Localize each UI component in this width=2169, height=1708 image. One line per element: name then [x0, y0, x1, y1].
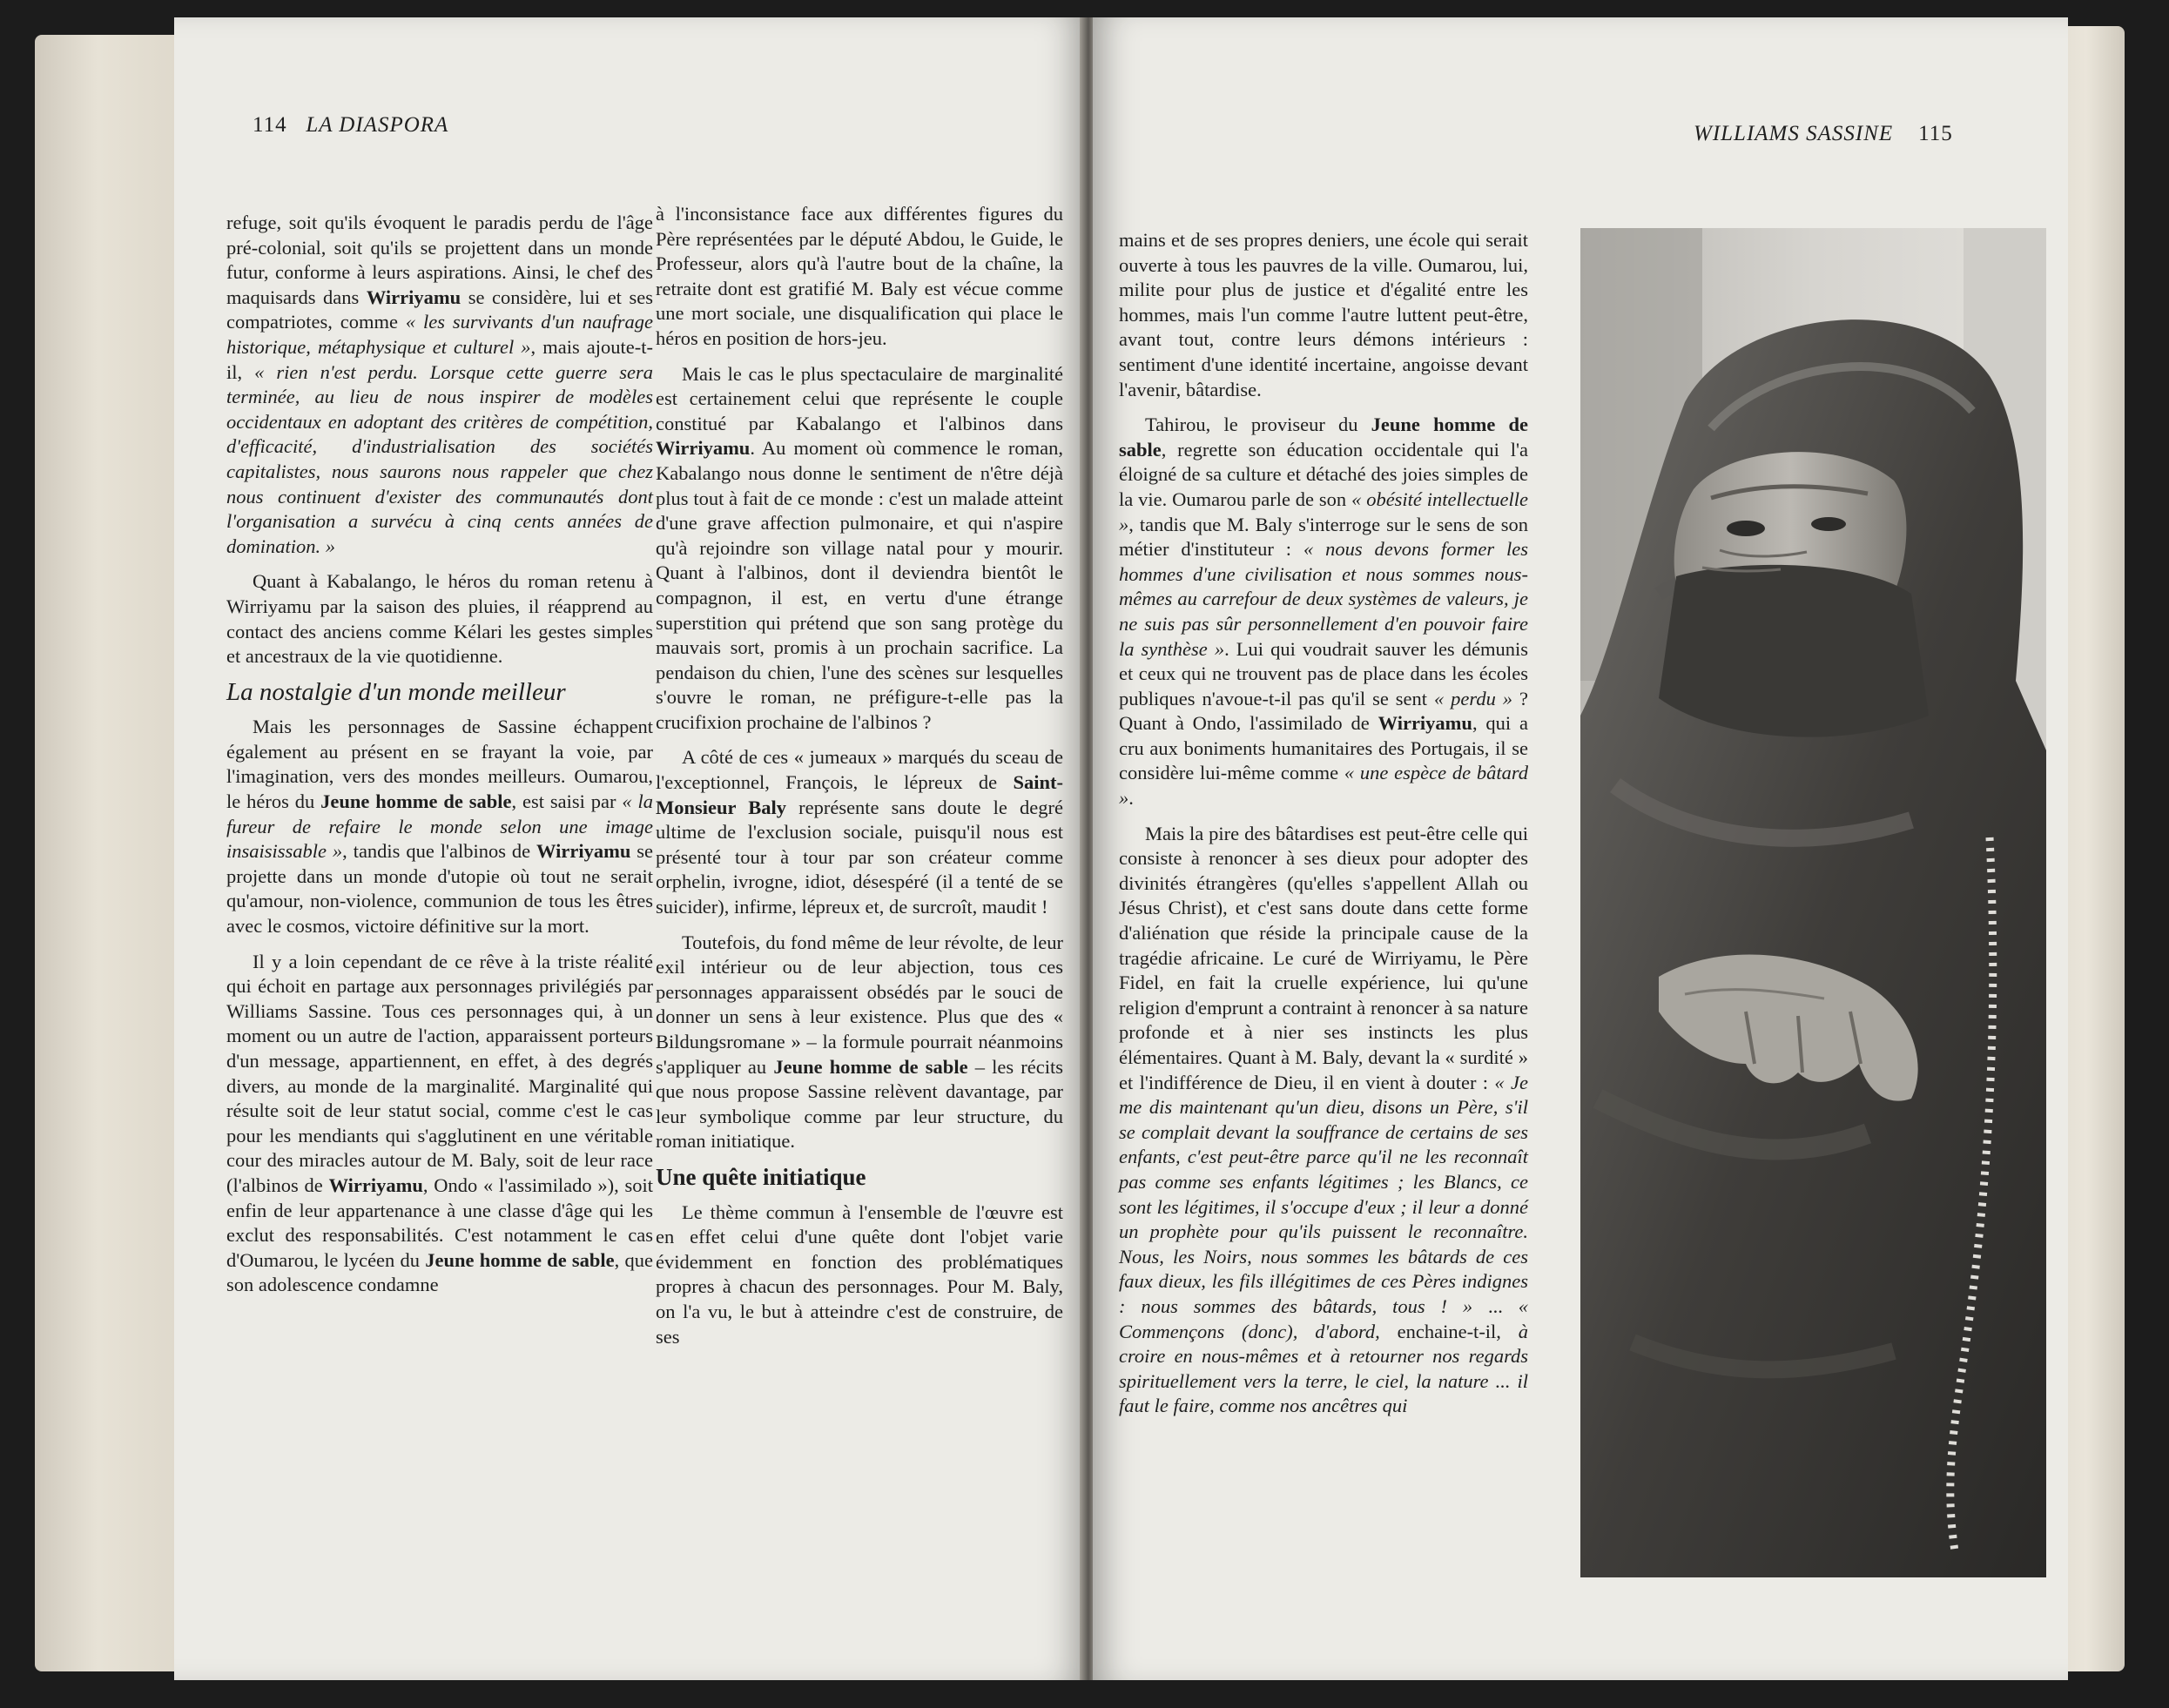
paragraph: Tahirou, le proviseur du Jeune homme de sable, regrette son éducation occidentale qui l'a éloigné de sa culture et détaché des joies simples de la vie. Oumarou parle de son « obésité intellectuelle », tandis que M. Baly s'interroge sur le sens de son métier d'instituteur : « nous devons former les hommes d'une civilisation et nous sommes nous-mêmes au carrefour de deux systèmes de valeurs, je ne suis pas sûr personnellement d'en pouvoir faire la synthèse ». Lui qui voudrait sauver les démunis et ceux qui ne trouvent pas de place dans les écoles publiques n'avoue-t-il pas qu'il se sent « perdu » ? Quant à Ondo, l'assimilado de Wirriyamu, qui a cru aux boniments humanitaires des Portugais, il se considère lui-même comme « une espèce de bâtard ».	[1119, 414, 1528, 810]
paragraph: à l'inconsistance face aux différentes figures du Père représentées par le député Abdou, le Guide, le Professeur, alors qu'à l'autre bout de la chaîne, la retraite dont est gratifié M. Baly est vécue comme une mort sociale, une disqualification qui place le héros en position de hors-jeu.	[656, 203, 1063, 349]
photograph-illustration	[1580, 228, 2046, 1577]
paragraph: A côté de ces « jumeaux » marqués du sceau de l'exceptionnel, François, le lépreux de Saint-Monsieur Baly représente sans doute le degré ultime de l'exclusion sociale, puisqu'il nous est présenté tour à tour par son créateur comme orphelin, ivrogne, idiot, désespéré (il a tenté de se suicider), infirme, lépreux et, de surcroît, maudit !	[656, 746, 1063, 918]
book-edge-left	[35, 35, 192, 1671]
paragraph: Mais la pire des bâtardises est peut-être celle qui consiste à renoncer à ses dieux pour adopter des divinités étrangères (qu'elles s'appellent Allah ou Jésus Christ), et c'est sans doute dans cette forme d'aliénation que réside la principale cause de la tragédie africaine. Le curé de Wirriyamu, le Père Fidel, en fait la cruelle expérience, lui qu'une religion d'emprunt a contraint à renoncer à sa nature profonde et à nier ses instincts les plus élémentaires. Quant à M. Baly, devant la « surdité » et l'indifférence de Dieu, il en vient à douter : « Je me dis maintenant qu'un dieu, disons un Père, s'il se complait devant la souffrance de certains de ses enfants, c'est peut-être parce qu'il ne les reconnaît pas comme ses enfants légitimes ; les Blancs, ce sont les légitimes, il s'occupe d'eux ; il leur a donné un prophète pour qu'ils puissent le reconnaître. Nous, les Noirs, nous sommes les bâtards de ces faux dieux, les fils illégitimes de ces Pères indignes : nous sommes des bâtards, tous ! » ... « Commençons (donc), d'abord, enchaine-t-il, à croire en nous-mêmes et à retourner nos regards spirituellement vers la terre, le ciel, la nature ... il faut le faire, comme nos ancêtres qui	[1119, 822, 1529, 1417]
right-column-1	[1119, 228, 1528, 1429]
photograph-veiled-figure	[1580, 228, 2046, 1577]
paragraph: Toutefois, du fond même de leur révolte, de leur exil intérieur ou de leur abjection, tous ces personnages apparaissent obsédés par le souci de donner un sens à leur existence. Plus que des « Bildungsromane » – la formule pourrait néanmoins s'appliquer au Jeune homme de sable – les récits que nous propose Sassine relèvent davantage, par leur symbolique comme par leur structure, du roman initiatique.	[656, 931, 1064, 1153]
left-column-1	[226, 211, 653, 1308]
paragraph: Mais le cas le plus spectaculaire de marginalité est certainement celui que représente le couple constitué par Kabalango et l'albinos dans Wirriyamu. Au moment où commence le roman, Kabalango nous donne le sentiment de n'être déjà plus tout à fait de ce monde : c'est un malade atteint d'une grave affection pulmonaire, et qui n'aspire qu'à rejoindre son village natal pour y mourir. Quant à l'albinos, dont il deviendra bientôt le compagnon, il est, en vertu d'une étrange superstition qui prétend que son sang protège du mauvais sort, promis à un prochain sacrifice. La pendaison du chien, l'une des scènes sur lesquelles s'ouvre le roman, ne préfigure-t-elle pas la crucifixion prochaine de l'albinos ?	[656, 362, 1063, 733]
paragraph: Mais les personnages de Sassine échappent également au présent en se frayant la voie, par l'imagination, vers des mondes meilleurs. Oumarou, le héros du Jeune homme de sable, est saisi par « la fureur de refaire le monde selon une image insaisissable », tandis que l'albinos de Wirriyamu se projette dans un monde d'utopie où tout ne serait qu'amour, non-violence, communion de tous les êtres avec le cosmos, victoire définitive sur la mort.	[226, 716, 653, 938]
paragraph: Il y a loin cependant de ce rêve à la triste réalité qui échoit en partage aux personnages privilégiés par Williams Sassine. Tous ces personnages qui, à un moment ou un autre de l'action, apparaissent porteurs d'un message, appartiennent, en effet, à des degrés divers, au monde de la marginalité. Marginalité qui résulte soit de leur statut social, comme c'est le cas pour les mendiants qui s'agglutinent en une véritable cour des miracles autour de M. Baly, soit de leur race (l'albinos de Wirriyamu, Ondo « l'assimilado »), soit enfin de leur appartenance à une classe d'âge qui les exclut des responsabilités. C'est notamment le cas d'Oumarou, le lycéen du Jeune homme de sable, que son adolescence condamne	[226, 950, 654, 1296]
left-running-head	[253, 113, 448, 138]
left-column-2	[656, 202, 1063, 1360]
left-running-title: LA DIASPORA	[306, 113, 449, 137]
right-running-head	[1694, 122, 1953, 146]
paragraph: mains et de ses propres deniers, une école qui serait ouverte à tous les pauvres de la ville. Oumarou, lui, milite pour plus de justice et d'égalité entre les hommes, mais l'un comme l'autre luttent peut-être, avant tout, contre leurs démons intérieurs : sentiment d'une identité incertaine, angoisse devant l'avenir, bâtardise.	[1119, 229, 1528, 400]
right-page-number: 115	[1918, 122, 1953, 145]
section-heading-nostalgie: La nostalgie d'un monde meilleur	[226, 677, 566, 706]
paragraph: refuge, soit qu'ils évoquent le paradis perdu de l'âge pré-colonial, soit qu'ils se projettent dans un monde futur, conforme à leurs aspirations. Ainsi, le chef des maquisards dans Wirriyamu se considère, lui et ses compatriotes, comme « les survivants d'un naufrage historique, métaphysique et culturel », mais ajoute-t-il, « rien n'est perdu. Lorsque cette guerre sera terminée, au lieu de nous inspirer de modèles occidentaux en adoptant des critères de compétition, d'efficacité, d'industrialisation des sociétés capitalistes, nous saurons nous rappeler que chez nous continuent d'exister des communautés dont l'organisation a survécu à cinq cents années de domination. »	[226, 212, 653, 557]
left-page	[174, 17, 1084, 1680]
right-running-title: WILLIAMS SASSINE	[1694, 122, 1894, 145]
paragraph: Quant à Kabalango, le héros du roman retenu à Wirriyamu par la saison des pluies, il réapprend au contact des anciens comme Kélari les gestes simples et ancestraux de la vie quotidienne.	[226, 570, 653, 668]
section-heading-quete: Une quête initiatique	[656, 1163, 866, 1190]
paragraph: Le thème commun à l'ensemble de l'œuvre est en effet celui d'une quête dont l'objet varie évidemment en fonction des problématiques propres à chacun des personnages. Pour M. Baly, on l'a vu, le but à atteindre c'est de construire, de ses	[656, 1200, 1063, 1348]
left-page-number: 114	[253, 113, 287, 137]
